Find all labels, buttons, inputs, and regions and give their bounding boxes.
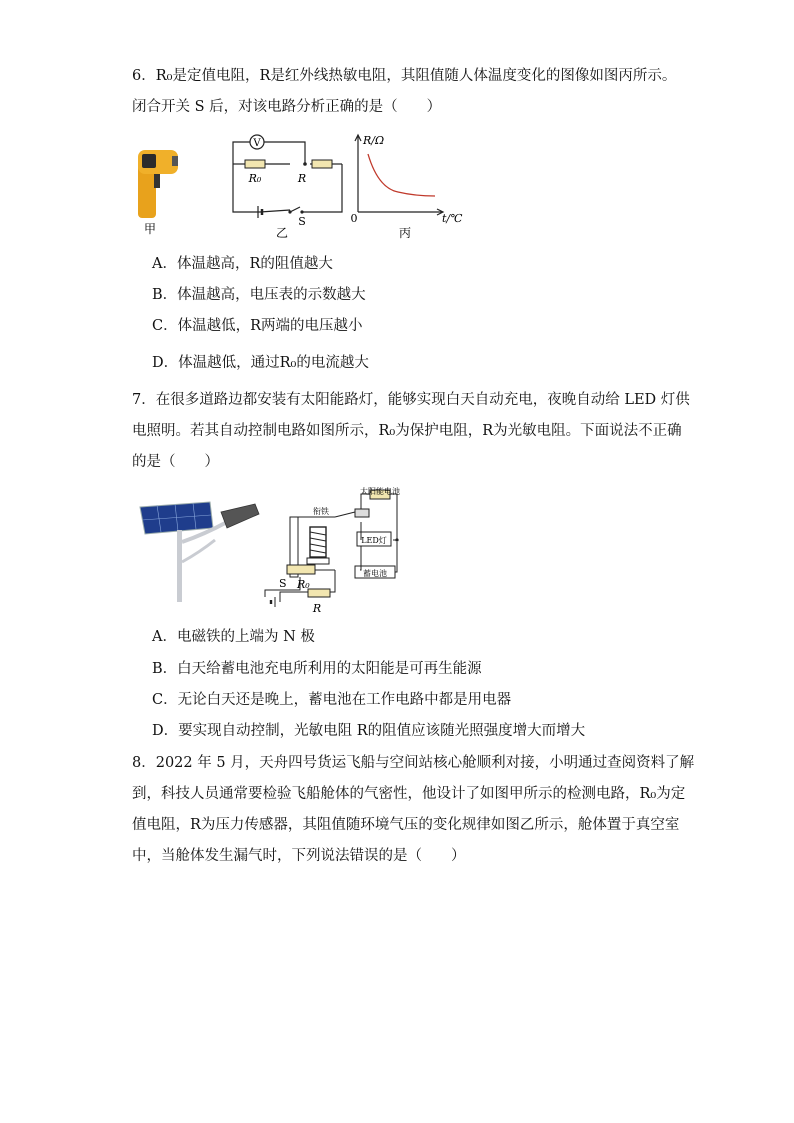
q7-option-a: A．电磁铁的上端为 N 极: [152, 629, 315, 645]
q8-stem-line1: 8．2022 年 5 月，天舟四号货运飞船与空间站核心舱顺利对接，小明通过查阅资料了解: [132, 755, 695, 771]
q6-graph: [355, 135, 443, 215]
label-battery: 蓄电池: [363, 569, 387, 578]
q6-option-b: B．体温越高，电压表的示数越大: [152, 287, 366, 303]
fig-label-r: R: [297, 172, 307, 185]
fig-label-bing: 丙: [398, 226, 412, 240]
q8-stem-line4: 中，当舱体发生漏气时，下列说法错误的是（ ）: [132, 848, 466, 864]
resistor-r: [312, 160, 332, 168]
fig-label-yi: 乙: [275, 226, 289, 240]
graph-xlabel: t/℃: [442, 212, 463, 225]
switch-icon: [290, 207, 300, 212]
q7-stem-line3: 的是（ ）: [132, 454, 219, 470]
fig-label-jia: 甲: [143, 222, 157, 236]
label-switch-s: S: [279, 577, 287, 590]
label-r: R: [312, 602, 322, 615]
graph-origin: 0: [350, 212, 358, 225]
label-r0: R₀: [297, 578, 310, 591]
q6-figure: [130, 130, 475, 245]
label-solar-cell: 太阳能电池: [360, 487, 400, 496]
q7-figure: [135, 482, 420, 617]
q6-option-d: D．体温越低，通过R₀的电流越大: [152, 355, 369, 371]
q7-stem-line2: 电照明。若其自动控制电路如图所示，R₀为保护电阻，R为光敏电阻。下面说法不正确: [132, 423, 682, 439]
fig-label-s: S: [298, 215, 306, 228]
q7-option-b: B．白天给蓄电池充电所利用的太阳能是可再生能源: [152, 661, 482, 677]
voltmeter-label: V: [253, 138, 261, 149]
q7-option-d: D．要实现自动控制，光敏电阻 R的阻值应该随光照强度增大而增大: [152, 723, 586, 739]
ir-thermometer-image: [138, 150, 178, 218]
q8-stem-line2: 到，科技人员通常要检验飞船舱体的气密性，他设计了如图甲所示的检测电路，R₀为定: [132, 786, 686, 802]
q7-option-c: C．无论白天还是晚上，蓄电池在工作电路中都是用电器: [152, 692, 512, 708]
q6-option-c: C．体温越低，R两端的电压越小: [152, 318, 363, 334]
label-led-lamp: LED灯: [361, 536, 387, 545]
q6-stem-line1: 6．R₀是定值电阻，R是红外线热敏电阻，其阻值随人体温度变化的图像如图丙所示。: [132, 68, 677, 84]
q6-option-a: A．体温越高，R的阻值越大: [152, 256, 333, 272]
resistor-r0: [245, 160, 265, 168]
q7-stem-line1: 7．在很多道路边都安装有太阳能路灯，能够实现白天自动充电，夜晚自动给 LED 灯供: [132, 392, 690, 408]
graph-ylabel: R/Ω: [363, 134, 385, 147]
q6-stem-line2: 闭合开关 S 后，对该电路分析正确的是（ ）: [132, 99, 442, 115]
q8-stem-line3: 值电阻，R为压力传感器，其阻值随环境气压的变化规律如图乙所示，舱体置于真空室: [132, 817, 680, 833]
label-armature: 衔铁: [313, 507, 329, 516]
solar-street-lamp-image: [140, 502, 259, 602]
fig-label-r0: R₀: [248, 172, 262, 185]
